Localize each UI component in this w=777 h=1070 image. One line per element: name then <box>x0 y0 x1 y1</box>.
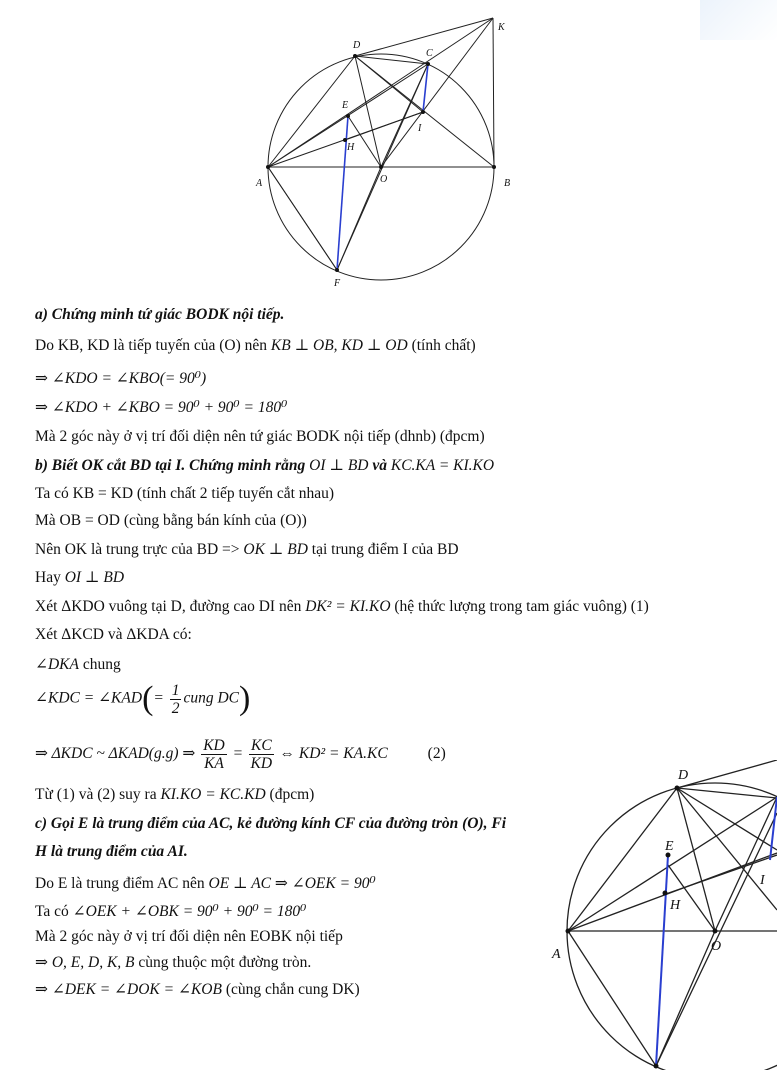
label-A: A <box>256 178 263 189</box>
part-b-line-6: Xét ΔKCD và ΔKDA có: <box>35 626 192 643</box>
label-K: K <box>498 22 505 33</box>
label2-H: H <box>670 898 681 913</box>
label-H: H <box>347 142 355 153</box>
part-b-line-7: ∠DKA chung <box>35 656 121 673</box>
part-b-line-3: Nên OK là trung trực của BD => OK ⊥ BD tại trung điểm I của BD <box>35 541 459 558</box>
label-B: B <box>504 178 511 189</box>
label2-E: E <box>665 839 674 854</box>
label-I: I <box>418 123 422 134</box>
part-a-title: a) Chứng minh tứ giác BODK nội tiếp. <box>35 306 285 323</box>
label2-O: O <box>711 939 722 954</box>
label-C: C <box>426 48 433 59</box>
part-c-line-5: ⇒ ∠DEK = ∠DOK = ∠KOB (cùng chắn cung DK) <box>35 981 360 998</box>
part-a-line-2: ⇒ ∠KDO = ∠KBO(= 90⁰) <box>35 370 207 387</box>
part-a-line-4: Mà 2 góc này ở vị trí đối diện nên tứ giác BODK nội tiếp (dhnb) (đpcm) <box>35 428 485 445</box>
corner-watermark <box>700 0 777 40</box>
label-F: F <box>334 278 341 289</box>
part-b-title: b) Biết OK cắt BD tại I. Chứng minh rằng OI ⊥ BD và KC.KA = KI.KO <box>35 457 495 474</box>
part-c-line-3: Mà 2 góc này ở vị trí đối diện nên EOBK nội tiếp <box>35 928 343 945</box>
part-b-line-1: Ta có KB = KD (tính chất 2 tiếp tuyến cắt nhau) <box>35 485 335 502</box>
fraction-half: $\frac{1}{2}$ <box>171 681 180 717</box>
geometry-figure-partial <box>540 760 777 1070</box>
part-c-line-1: Do E là trung điểm AC nên OE ⊥ AC ⇒ ∠OEK = 90⁰ <box>35 875 376 892</box>
label2-D: D <box>678 768 689 783</box>
label2-I: I <box>760 873 765 888</box>
fraction-kd-ka: $\frac{KD}{KA}$ <box>203 737 225 772</box>
label-D: D <box>353 40 361 51</box>
part-b-line-2: Mà OB = OD (cùng bằng bán kính của (O)) <box>35 512 307 529</box>
part-b-line-4: Hay OI ⊥ BD <box>35 569 125 586</box>
label-E: E <box>342 100 349 111</box>
part-c-title-1: c) Gọi E là trung điểm của AC, kẻ đường kính CF của đường tròn (O), Fi <box>35 815 507 832</box>
part-c-title-2: H là trung điểm của AI. <box>35 843 188 860</box>
part-c-line-2: Ta có ∠OEK + ∠OBK = 90⁰ + 90⁰ = 180⁰ <box>35 903 307 920</box>
part-b-line-10: Từ (1) và (2) suy ra KI.KO = KC.KD (đpcm) <box>35 786 315 803</box>
part-b-line-8: ∠KDC = ∠KAD(= $\frac{1}{2}$ cung DC) <box>35 680 251 717</box>
part-a-line-3: ⇒ ∠KDO + ∠KBO = 90⁰ + 90⁰ = 180⁰ <box>35 399 288 416</box>
fraction-kc-kd: $\frac{KC}{KD}$ <box>250 737 273 772</box>
part-a-line-1: Do KB, KD là tiếp tuyến của (O) nên KB ⊥ OB, KD ⊥ OD (tính chất) <box>35 337 476 354</box>
part-b-line-9: ⇒ ΔKDC ~ ΔKAD(g.g) ⇒ $\frac{KD}{KA}$ = $\frac{KC}{KD}$ ⇔ KD² = KA.KC (2) <box>35 737 446 772</box>
label2-A: A <box>552 947 561 962</box>
part-c-line-4: ⇒ O, E, D, K, B cùng thuộc một đường tròn. <box>35 954 312 971</box>
geometry-figure-main <box>250 10 530 295</box>
label-O: O <box>380 174 388 185</box>
part-b-line-5: Xét ΔKDO vuông tại D, đường cao DI nên DK² = KI.KO (hệ thức lượng trong tam giác vuông) (1) <box>35 598 649 615</box>
